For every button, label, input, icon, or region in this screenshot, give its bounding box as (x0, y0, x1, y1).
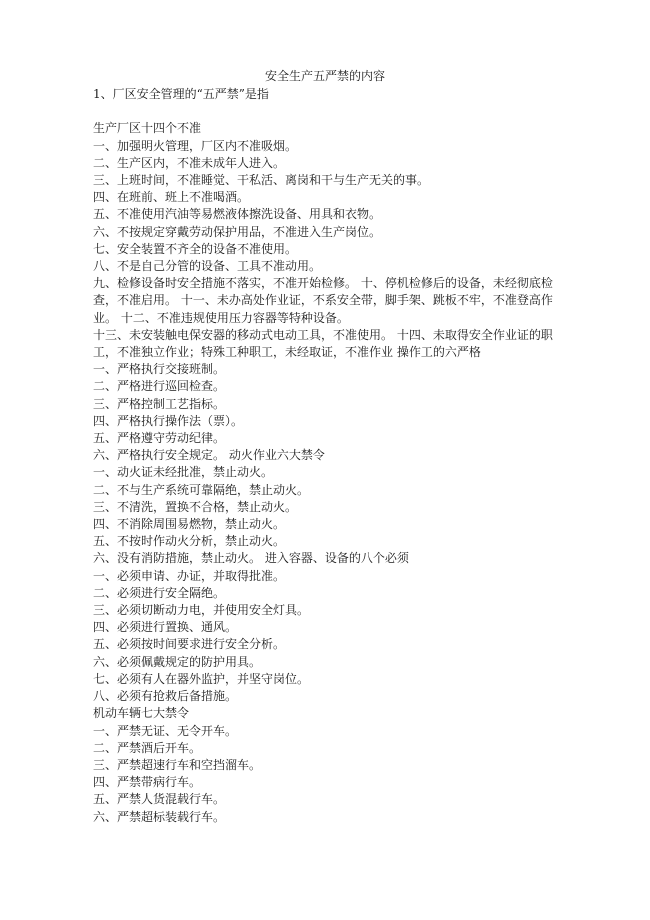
text-line: 二、不与生产系统可靠隔绝，禁止动火。 (93, 482, 310, 497)
text-line: 二、严格进行巡回检查。 (93, 379, 226, 394)
text-line: 五、严格遵守劳动纪律。 (93, 431, 226, 446)
text-line: 九、检修设备时安全措施不落实，不准开始检修。 十、停机检修后的设备，未经彻底检 (93, 276, 553, 291)
text-line: 二、生产区内，不准未成年人进入。 (93, 155, 286, 170)
text-line: 四、必须进行置换、通风。 (93, 620, 238, 635)
text-line: 十三、未安装触电保安器的移动式电动工具，不准使用。 十四、未取得安全作业证的职 (93, 327, 553, 342)
text-line: 三、严禁超速行车和空挡溜车。 (93, 757, 262, 772)
text-line: 五、严禁人货混载行车。 (93, 792, 226, 807)
text-line: 查，不准启用。 十一、未办高处作业证，不系安全带，脚手架、跳板不牢，不准登高作 (93, 293, 553, 308)
text-line: 五、必须按时间要求进行安全分析。 (93, 637, 286, 652)
text-line: 三、上班时间，不准睡觉、干私活、离岗和干与生产无关的事。 (93, 173, 430, 187)
text-line: 七、必须有人在器外监护，并坚守岗位。 (93, 671, 310, 686)
text-line: 机动车辆七大禁令 (93, 706, 190, 721)
text-line: 一、严禁无证、无令开车。 (93, 723, 238, 738)
text-line: 四、严禁带病行车。 (93, 775, 202, 790)
text-line: 八、不是自己分管的设备、工具不准动用。 (93, 259, 322, 274)
text-line: 工，不准独立作业；特殊工种职工，未经取证，不准作业 操作工的六严格 (93, 345, 481, 360)
text-line: 六、必须佩戴规定的防护用具。 (93, 654, 262, 669)
text-line: 三、不清洗，置换不合格，禁止动火。 (93, 499, 298, 514)
text-line: 四、在班前、班上不准喝酒。 (93, 190, 250, 205)
text-line: 三、必须切断动力电，并使用安全灯具。 (93, 603, 310, 618)
text-line: 三、严格控制工艺指标。 (93, 396, 226, 411)
text-line: 二、必须进行安全隔绝。 (93, 585, 226, 600)
text-line: 四、严格执行操作法（票）。 (93, 413, 244, 428)
text-line: 业。 十二、不准违规使用压力容器等特种设备。 (93, 310, 349, 325)
text-line: 六、严格执行安全规定。 动火作业六大禁令 (93, 448, 325, 463)
document-body (93, 86, 555, 826)
text-line: 六、没有消防措施，禁止动火。 进入容器、设备的八个必须 (93, 551, 409, 566)
blank-line (93, 103, 555, 120)
text-line: 1、厂区安全管理的“五严禁”是指 (93, 87, 269, 101)
text-line: 六、严禁超标装载行车。 (93, 809, 226, 824)
text-line: 六、不按规定穿戴劳动保护用品，不准进入生产岗位。 (93, 224, 382, 239)
text-line: 二、严禁酒后开车。 (93, 740, 202, 755)
document-title: 安全生产五严禁的内容 (264, 69, 385, 83)
text-line: 一、动火证未经批准，禁止动火。 (93, 465, 274, 480)
text-line: 一、必须申请、办证，并取得批准。 (93, 568, 286, 583)
text-line: 五、不准使用汽油等易燃液体擦洗设备、用具和衣物。 (93, 207, 382, 222)
text-line: 五、不按时作动火分析，禁止动火。 (93, 534, 286, 549)
text-line: 一、严格执行交接班制。 (93, 362, 226, 377)
text-line: 生产厂区十四个不准 (93, 121, 202, 136)
text-line: 四、不消除周围易燃物，禁止动火。 (93, 517, 286, 532)
text-line: 一、加强明火管理，厂区内不准吸烟。 (93, 138, 298, 153)
text-line: 七、安全装置不齐全的设备不准使用。 (93, 241, 298, 256)
text-line: 八、必须有抢救后备措施。 (93, 689, 238, 704)
